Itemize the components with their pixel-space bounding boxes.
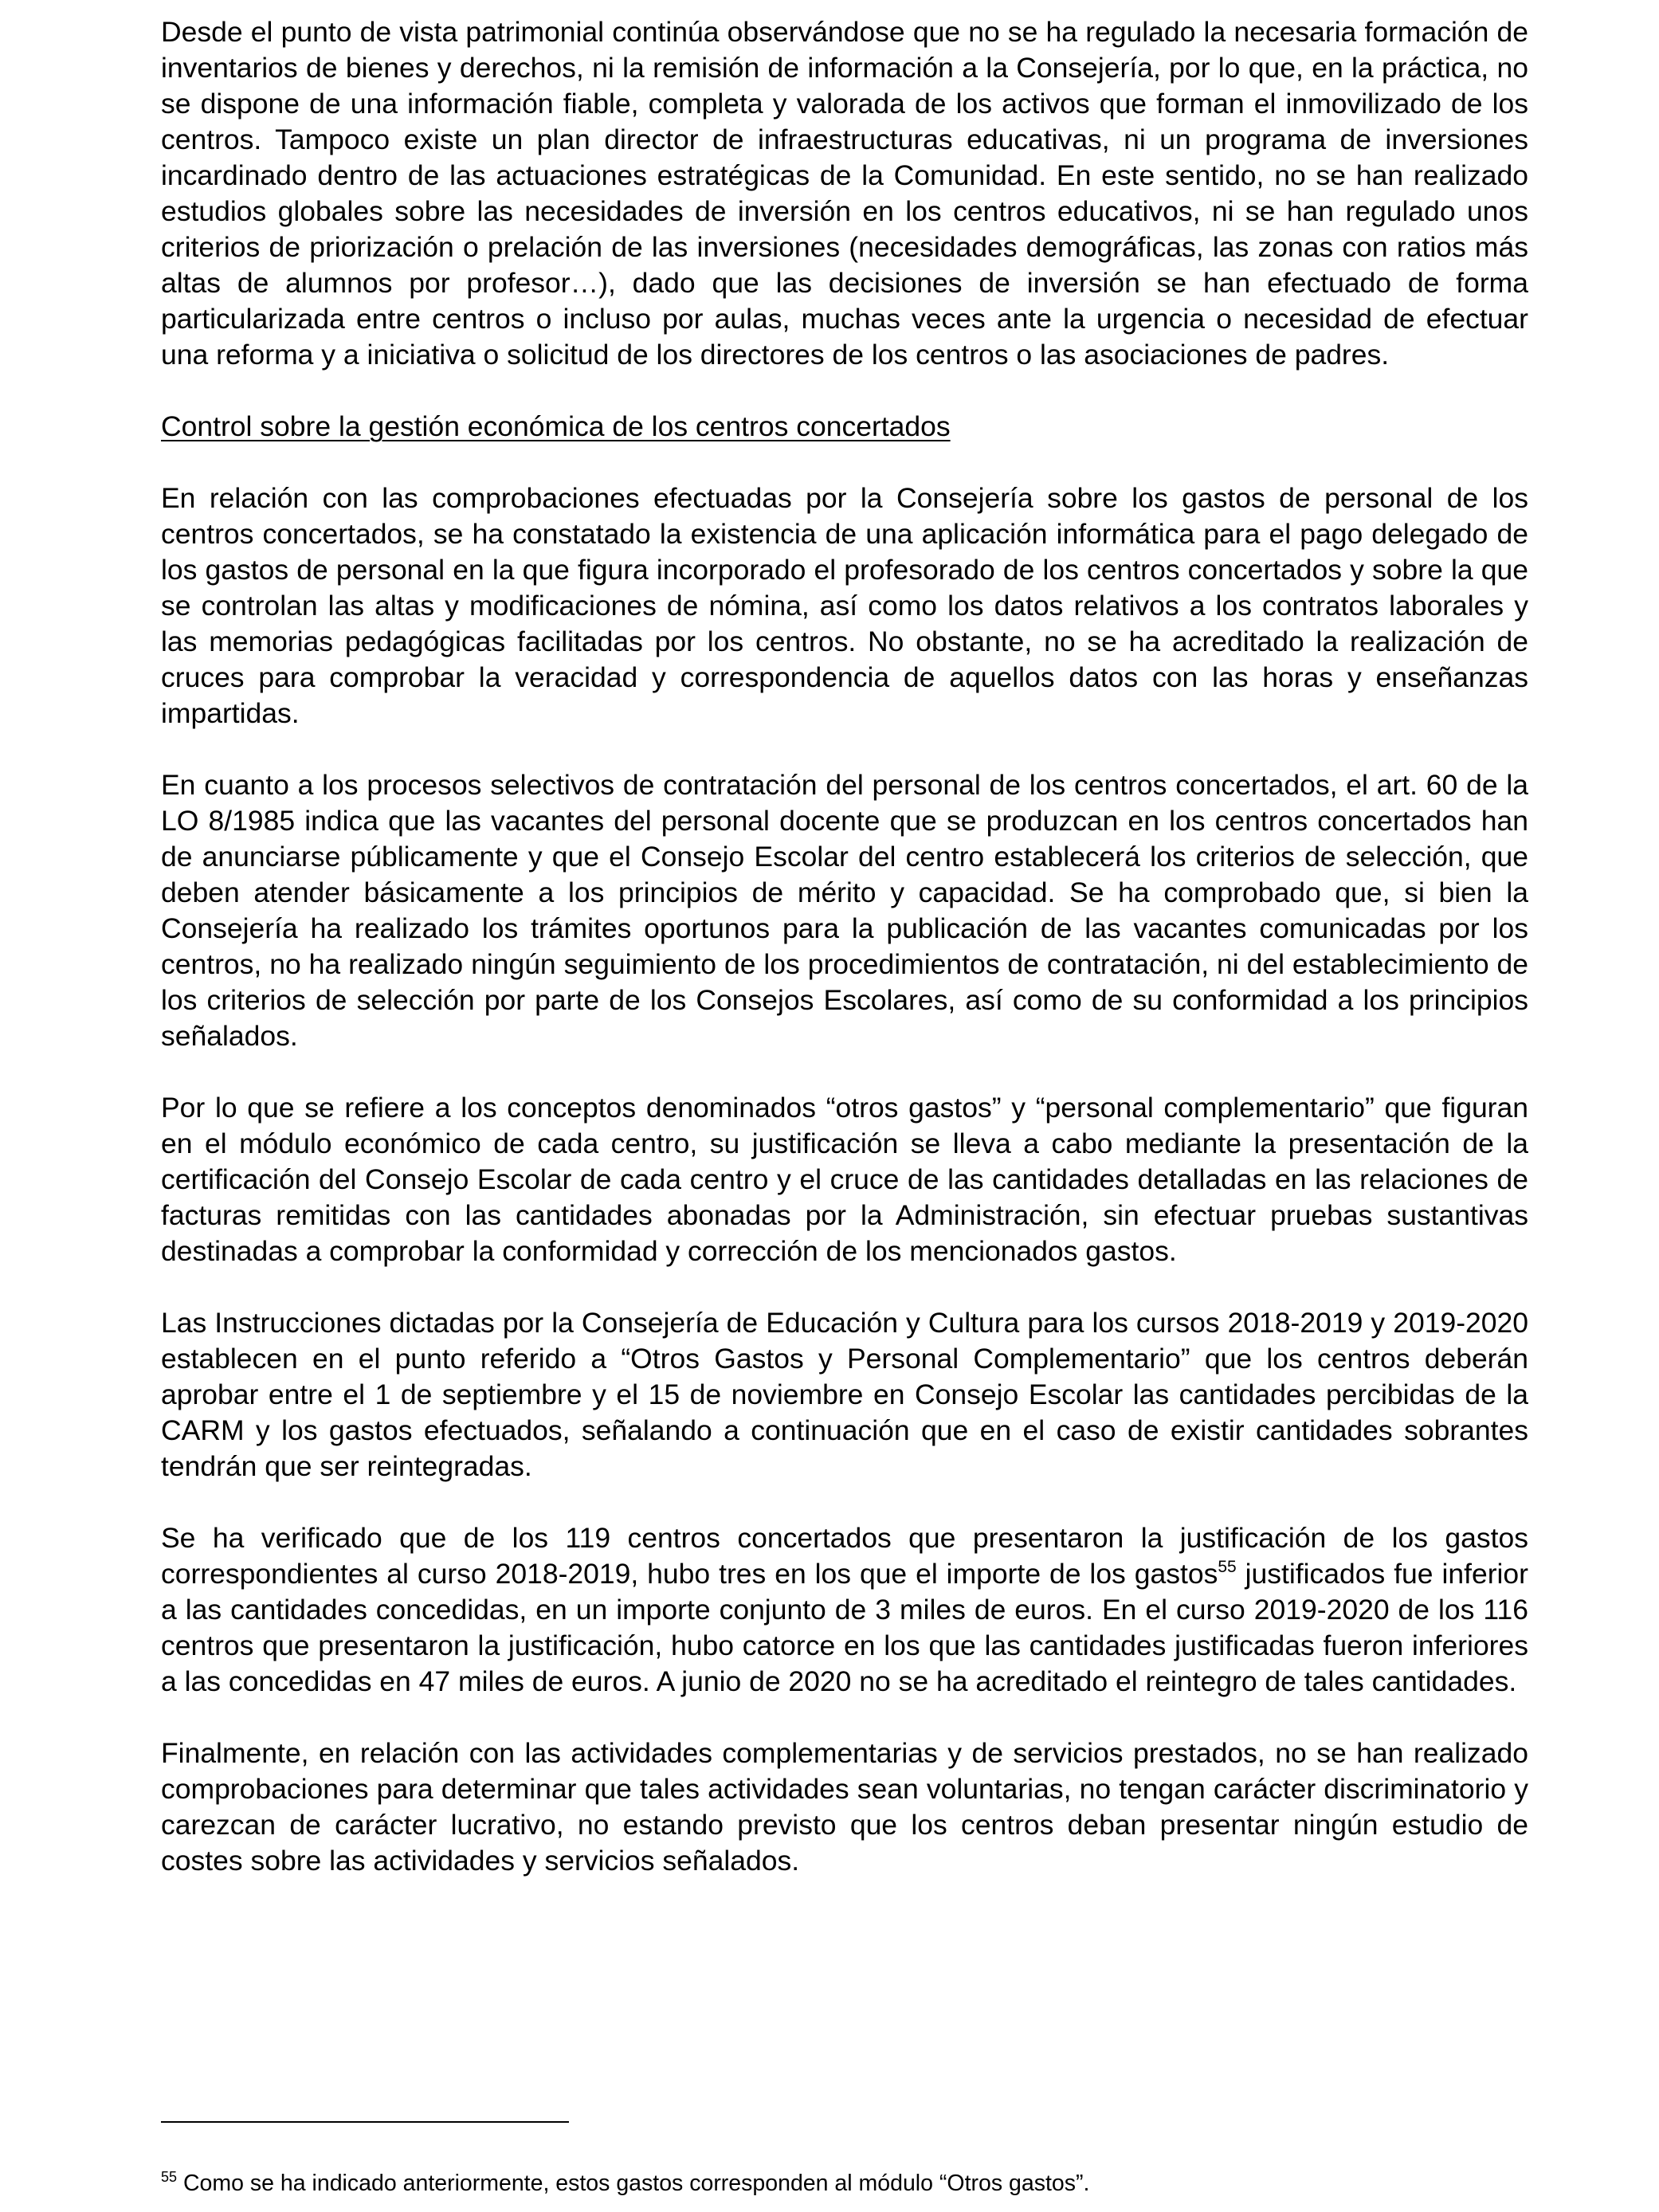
footnote-separator (161, 2121, 569, 2123)
paragraph-actividades-complementarias: Finalmente, en relación con las actividades complementarias y de servicios prestados, no se han realizado comprobaciones para determinar que tales actividades sean voluntarias, no tengan carácter discriminatorio y carezcan de carácter lucrativo, no estando previsto que los centros deban presentar ningún estudio de costes sobre las actividades y servicios señalados. (161, 1737, 1528, 1877)
section-heading: Control sobre la gestión económica de los centros concertados (161, 410, 951, 442)
footnote-text: Como se ha indicado anteriormente, estos gastos corresponden al módulo “Otros gastos”. (177, 2171, 1090, 2196)
footnote (161, 2169, 1528, 2198)
paragraph-verificacion-part-a: Se ha verificado que de los 119 centros concertados que presentaron la justificación de los gastos correspondientes al curso 2018-2019, hubo tres en los que el importe de los gastos (161, 1522, 1528, 1590)
document-body (161, 14, 1528, 1879)
footnote-reference[interactable]: 55 (1218, 1558, 1237, 1576)
paragraph-verificacion (161, 1520, 1528, 1700)
footnote-number: 55 (161, 2169, 178, 2185)
paragraph-patrimonial: Desde el punto de vista patrimonial continúa observándose que no se ha regulado la necesaria formación de inventarios de bienes y derechos, ni la remisión de información a la Consejería, por lo que, en la práctica, no se dispone de una información fiable, completa y valorada de los activos que forman el inmovilizado de los centros. Tampoco existe un plan director de infraestructuras educativas, ni un programa de inversiones incardinado dentro de las actuaciones estratégicas de la Comunidad. En este sentido, no se han realizado estudios globales sobre las necesidades de inversión en los centros educativos, ni se han regulado unos criterios de priorización o prelación de las inversiones (necesidades demográficas, las zonas con ratios más altas de alumnos por profesor…), dado que las decisiones de inversión se han efectuado de forma particularizada entre centros o incluso por aulas, muchas veces ante la urgencia o necesidad de efectuar una reforma y a iniciativa o solicitud de los directores de los centros o las asociaciones de padres. (161, 16, 1528, 371)
paragraph-verificacion-part-b: justificados fue inferior a las cantidades concedidas, en un importe conjunto de 3 miles de euros. En el curso 2019-2020 de los 116 centros que presentaron la justificación, hubo catorce en los que las cantidades justificadas fueron inferiores a las concedidas en 47 miles de euros. A junio de 2020 no se ha acreditado el reintegro de tales cantidades. (161, 1558, 1528, 1697)
paragraph-procesos-selectivos: En cuanto a los procesos selectivos de contratación del personal de los centros concertados, el art. 60 de la LO 8/1985 indica que las vacantes del personal docente que se produzcan en los centros concertados han de anunciarse públicamente y que el Consejo Escolar del centro establecerá los criterios de selección, que deben atender básicamente a los principios de mérito y capacidad. Se ha comprobado que, si bien la Consejería ha realizado los trámites oportunos para la publicación de las vacantes comunicadas por los centros, no ha realizado ningún seguimiento de los procedimientos de contratación, ni del establecimiento de los criterios de selección por parte de los Consejos Escolares, así como de su conformidad a los principios señalados. (161, 769, 1528, 1052)
paragraph-gastos-personal: En relación con las comprobaciones efectuadas por la Consejería sobre los gastos de personal de los centros concertados, se ha constatado la existencia de una aplicación informática para el pago delegado de los gastos de personal en la que figura incorporado el profesorado de los centros concertados y sobre la que se controlan las altas y modificaciones de nómina, así como los datos relativos a los contratos laborales y las memorias pedagógicas facilitadas por los centros. No obstante, no se ha acreditado la realización de cruces para comprobar la veracidad y correspondencia de aquellos datos con las horas y enseñanzas impartidas. (161, 482, 1528, 729)
paragraph-otros-gastos: Por lo que se refiere a los conceptos denominados “otros gastos” y “personal complementario” que figuran en el módulo económico de cada centro, su justificación se lleva a cabo mediante la presentación de la certificación del Consejo Escolar de cada centro y el cruce de las cantidades detalladas en las relaciones de facturas remitidas con las cantidades abonadas por la Administración, sin efectuar pruebas sustantivas destinadas a comprobar la conformidad y corrección de los mencionados gastos. (161, 1092, 1528, 1267)
paragraph-instrucciones: Las Instrucciones dictadas por la Consejería de Educación y Cultura para los cursos 2018-2019 y 2019-2020 establecen en el punto referido a “Otros Gastos y Personal Complementario” que los centros deberán aprobar entre el 1 de septiembre y el 15 de noviembre en Consejo Escolar las cantidades percibidas de la CARM y los gastos efectuados, señalando a continuación que en el caso de existir cantidades sobrantes tendrán que ser reintegradas. (161, 1307, 1528, 1482)
